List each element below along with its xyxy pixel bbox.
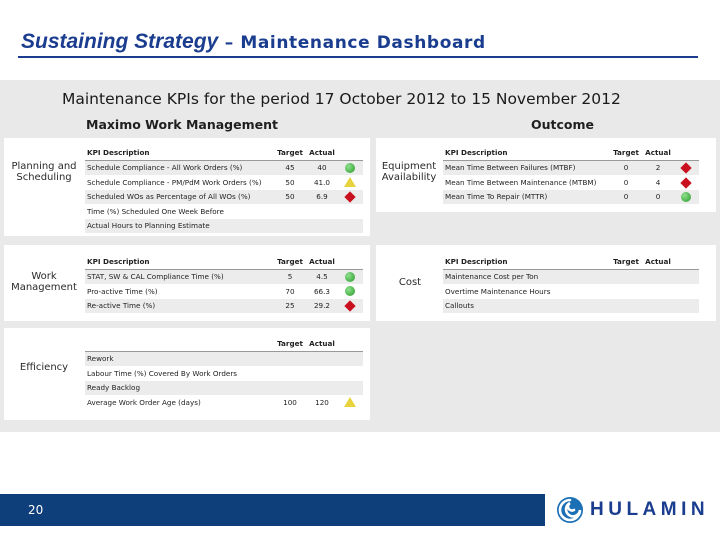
page-number: 20 [28,503,44,517]
work-kpi-actual: 66.3 [313,286,330,296]
work-kpi-table [85,255,363,313]
red-alert-diamond-icon [680,163,691,174]
work-kpi-description: Re-active Time (%) [87,301,156,311]
planning-kpi-target: 50 [285,192,295,202]
planning-kpi-description: Scheduled WOs as Percentage of All WOs (%) [87,192,251,202]
company-logo-text: HULAMIN [590,499,710,520]
efficiency-kpi-row [85,395,363,410]
planning-kpi-row [85,190,363,205]
efficiency-kpi-target: 100 [283,397,297,407]
efficiency-kpi-description: Average Work Order Age (days) [87,397,201,407]
efficiency-kpi-description: Labour Time (%) Covered By Work Orders [87,368,238,378]
red-alert-diamond-icon [344,301,355,312]
efficiency-kpi-row [85,352,363,367]
planning-kpi-target: 50 [285,177,295,187]
cost-kpi-description: Maintenance Cost per Ton [445,272,539,282]
cost-header-desc: KPI Description [445,257,508,267]
work-header-desc: KPI Description [87,257,150,267]
planning-kpi-table [85,146,363,233]
cost-kpi-row [443,270,699,285]
planning-kpi-target: 45 [285,163,295,173]
amber-warning-triangle-icon [344,177,356,187]
work-category: Work Management [11,271,77,293]
green-status-dot-icon [345,286,355,296]
maximo-header: Maximo Work Management [86,117,278,132]
work-kpi-actual: 29.2 [313,301,330,311]
work-kpi-row [85,284,363,299]
equipment-kpi-description: Mean Time Between Failures (MTBF) [445,163,576,173]
planning-header-target: Target [277,148,303,158]
work-header-target: Target [277,257,303,267]
work-kpi-status [337,272,363,282]
title-main: Sustaining Strategy [21,30,219,53]
red-alert-diamond-icon [344,192,355,203]
cost-kpi-table [443,255,699,313]
equipment-kpi-status [673,163,699,172]
equipment-kpi-row [443,175,699,190]
hulamin-swirl-icon [556,496,584,524]
planning-kpi-actual: 6.9 [316,192,328,202]
cost-kpi-description: Callouts [445,301,474,311]
efficiency-category: Efficiency [19,362,69,373]
equipment-kpi-description: Mean Time Between Maintenance (MTBM) [445,177,597,187]
planning-kpi-row [85,204,363,219]
efficiency-header-target: Target [277,339,303,349]
equipment-kpi-status [673,178,699,187]
equipment-header-row [443,146,699,161]
cost-header-row [443,255,699,270]
equipment-header-desc: KPI Description [445,148,508,158]
work-kpi-row [85,270,363,285]
equipment-kpi-actual: 4 [655,177,661,187]
efficiency-kpi-status [337,397,363,407]
work-header-row [85,255,363,270]
cost-kpi-description: Overtime Maintenance Hours [445,286,551,296]
cost-header-actual: Actual [645,257,671,267]
work-kpi-description: STAT, SW & CAL Compliance Time (%) [87,272,224,282]
efficiency-kpi-actual: 120 [315,397,329,407]
planning-kpi-status [337,177,363,187]
efficiency-header-row [85,337,363,352]
title-subtitle-part: – Maintenance Dashboard [218,33,486,53]
equipment-kpi-status [673,192,699,202]
work-kpi-target: 70 [285,286,295,296]
cost-header-target: Target [613,257,639,267]
efficiency-header-actual: Actual [309,339,335,349]
efficiency-kpi-table [85,337,363,410]
planning-kpi-description: Schedule Compliance - PM/PdM Work Orders (%) [87,177,262,187]
outcome-header: Outcome [531,117,595,132]
equipment-kpi-target: 0 [623,177,629,187]
planning-kpi-actual: 40 [317,163,327,173]
planning-kpi-status [337,163,363,173]
equipment-header-actual: Actual [645,148,671,158]
equipment-kpi-description: Mean Time To Repair (MTTR) [445,192,548,202]
planning-kpi-row [85,219,363,234]
planning-header-actual: Actual [309,148,335,158]
cost-kpi-row [443,299,699,314]
amber-warning-triangle-icon [344,397,356,407]
efficiency-kpi-row [85,366,363,381]
planning-header-desc: KPI Description [87,148,150,158]
work-header-actual: Actual [309,257,335,267]
cost-kpi-row [443,284,699,299]
work-kpi-target: 25 [285,301,295,311]
work-kpi-row [85,299,363,314]
efficiency-kpi-description: Ready Backlog [87,383,141,393]
equipment-kpi-actual: 2 [655,163,661,173]
planning-header-row [85,146,363,161]
equipment-kpi-row [443,161,699,176]
equipment-kpi-table [443,146,699,204]
green-status-dot-icon [681,192,691,202]
red-alert-diamond-icon [680,177,691,188]
planning-kpi-actual: 41.0 [313,177,330,187]
planning-kpi-row [85,175,363,190]
work-kpi-status [337,301,363,310]
efficiency-kpi-row [85,381,363,396]
planning-kpi-description: Actual Hours to Planning Estimate [87,221,210,231]
planning-kpi-row [85,161,363,176]
title-underline [18,56,698,58]
green-status-dot-icon [345,163,355,173]
equipment-kpi-target: 0 [623,192,629,202]
equipment-header-target: Target [613,148,639,158]
work-kpi-status [337,286,363,296]
dashboard-subtitle: Maintenance KPIs for the period 17 October 2012 to 15 November 2012 [62,90,621,108]
planning-kpi-description: Schedule Compliance - All Work Orders (%) [87,163,243,173]
work-kpi-target: 5 [287,272,293,282]
planning-kpi-status [337,192,363,201]
equipment-kpi-actual: 0 [655,192,661,202]
equipment-category: Equipment Availability [381,161,437,183]
equipment-kpi-target: 0 [623,163,629,173]
work-kpi-actual: 4.5 [316,272,328,282]
planning-kpi-description: Time (%) Scheduled One Week Before [87,206,224,216]
efficiency-kpi-description: Rework [87,354,114,364]
cost-category: Cost [398,277,422,288]
green-status-dot-icon [345,272,355,282]
equipment-kpi-row [443,190,699,205]
work-kpi-description: Pro-active Time (%) [87,286,158,296]
planning-category: Planning and Scheduling [11,161,77,183]
